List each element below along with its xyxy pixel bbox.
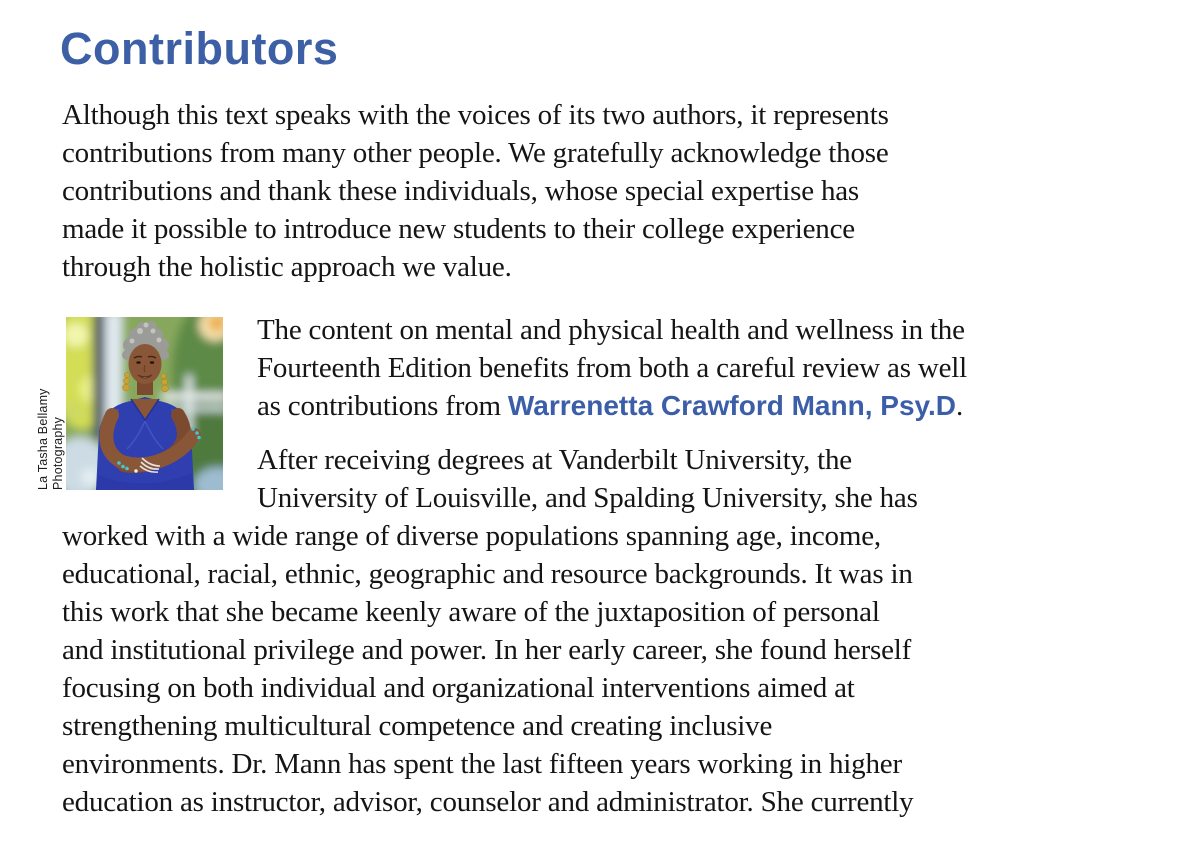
text-run: as contributions from bbox=[257, 390, 508, 422]
text-line: focusing on both individual and organizational interventions aimed at bbox=[62, 672, 855, 704]
photo-credit-line: Photography bbox=[50, 416, 65, 490]
contributor-photo bbox=[66, 317, 223, 490]
contributor-name-line bbox=[257, 387, 967, 425]
text-line: After receiving degrees at Vanderbilt University, the bbox=[257, 444, 852, 476]
text-line: Fourteenth Edition benefits from both a careful review as well bbox=[257, 352, 967, 384]
text-line: and institutional privilege and power. In her early career, she found herself bbox=[62, 634, 912, 666]
page-title: Contributors bbox=[60, 23, 339, 74]
contributor-name: Warrenetta Crawford Mann, Psy.D bbox=[507, 390, 957, 421]
text-line: Although this text speaks with the voices of its two authors, it represents bbox=[62, 99, 889, 131]
intro-paragraph bbox=[62, 96, 889, 286]
text-line: worked with a wide range of diverse populations spanning age, income, bbox=[62, 520, 881, 552]
text-line: through the holistic approach we value. bbox=[62, 251, 512, 283]
bio-paragraph-wrapped bbox=[257, 441, 918, 517]
text-line: environments. Dr. Mann has spent the last fifteen years working in higher bbox=[62, 748, 902, 780]
text-line: educational, racial, ethnic, geographic and resource backgrounds. It was in bbox=[62, 558, 913, 590]
text-line: University of Louisville, and Spalding University, she has bbox=[257, 482, 918, 514]
text-line: The content on mental and physical health and wellness in the bbox=[257, 314, 965, 346]
text-run: . bbox=[956, 390, 964, 422]
photo-credit-line: La Tasha Bellamy bbox=[36, 388, 50, 490]
text-line: contributions from many other people. We gratefully acknowledge those bbox=[62, 137, 889, 169]
text-line: strengthening multicultural competence and creating inclusive bbox=[62, 710, 773, 742]
text-line: made it possible to introduce new students to their college experience bbox=[62, 213, 855, 245]
text-line: education as instructor, advisor, counselor and administrator. She currently bbox=[62, 786, 914, 818]
wellness-paragraph bbox=[257, 311, 967, 425]
text-line: contributions and thank these individuals, whose special expertise has bbox=[62, 175, 860, 207]
bio-paragraph-full bbox=[62, 517, 913, 821]
photo-credit bbox=[36, 317, 68, 490]
text-line: this work that she became keenly aware of the juxtaposition of personal bbox=[62, 596, 880, 628]
